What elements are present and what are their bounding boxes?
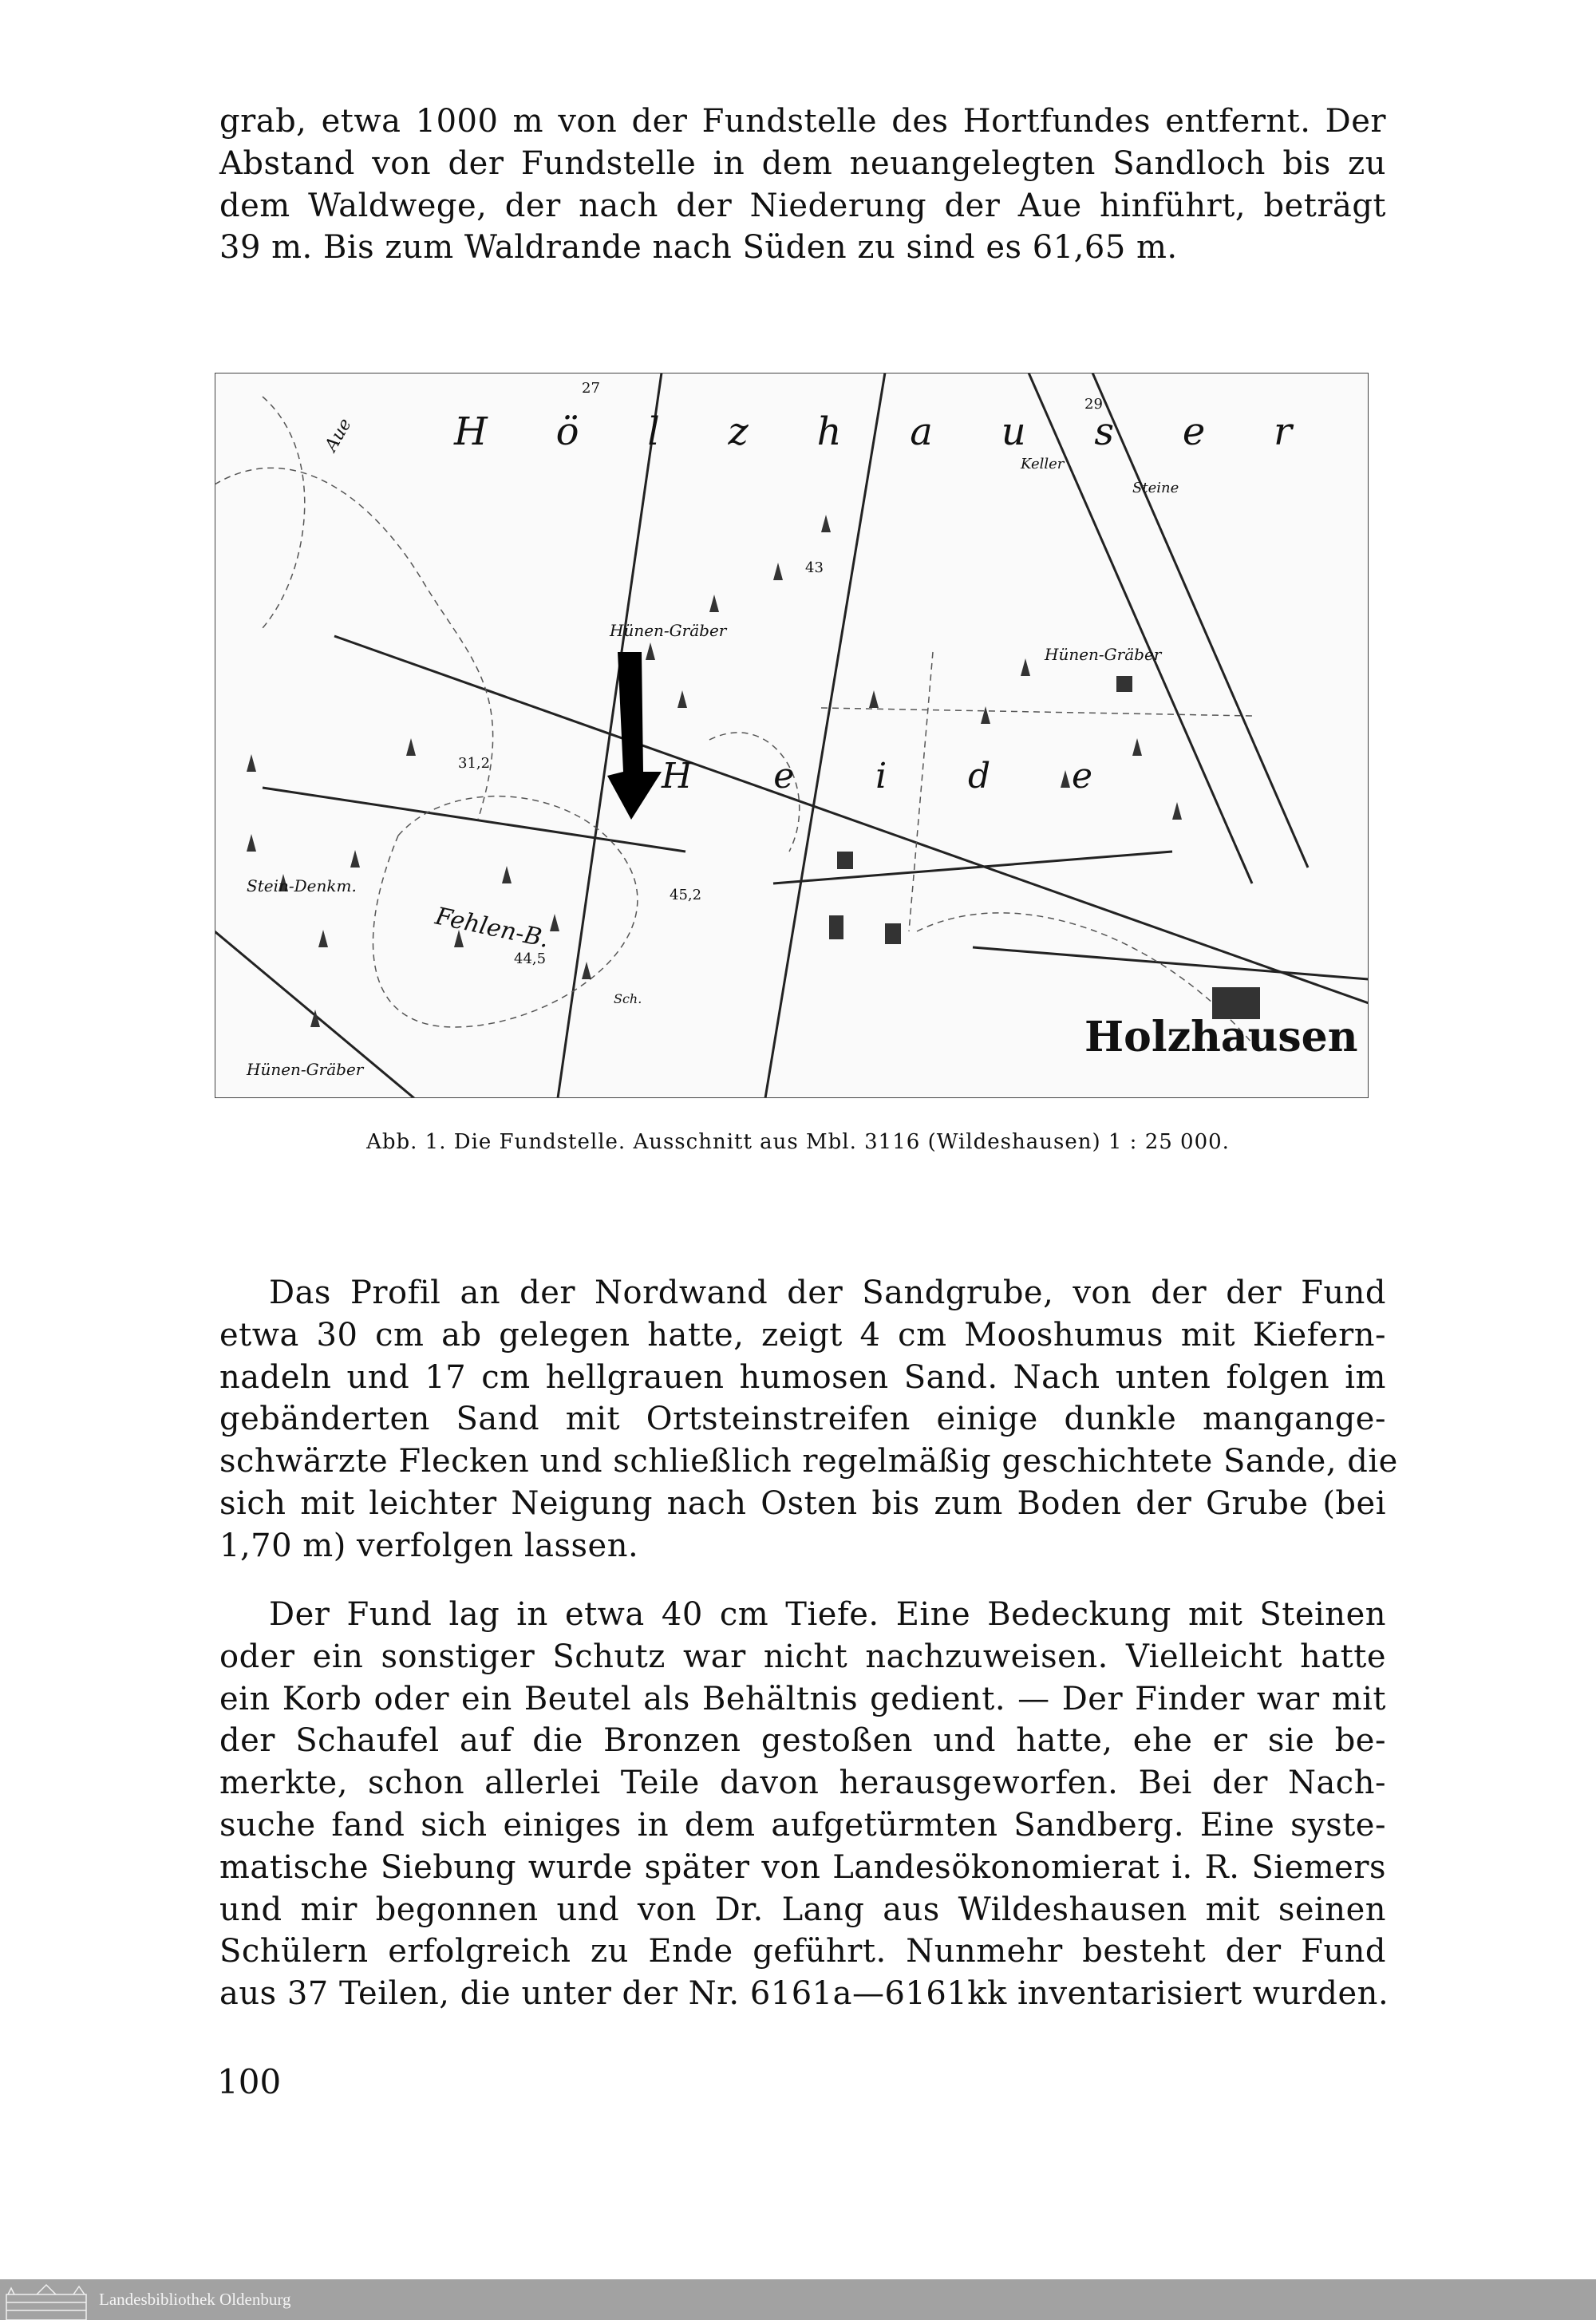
map-label-aue: Aue xyxy=(321,415,356,455)
map-label-holzhausen: Holzhausen xyxy=(1084,1013,1358,1061)
topographic-map xyxy=(215,373,1369,1098)
library-building-logo-icon xyxy=(5,2283,88,2320)
text-line: schwärzte Flecken und schließlich regelmäßig geschichtete Sande, die xyxy=(219,1443,1398,1480)
map-label-huenen-graeber: Hünen-Gräber xyxy=(1045,645,1162,664)
map-label-huenen-graeber: Hünen-Gräber xyxy=(247,1060,364,1079)
text-line: etwa 30 cm ab gelegen hatte, zeigt 4 cm Mooshumus mit Kiefern- xyxy=(219,1316,1386,1354)
text-line: oder ein sonstiger Schutz war nicht nachzuweisen. Vielleicht hatte xyxy=(219,1638,1386,1675)
text-line: Das Profil an der Nordwand der Sandgrube, von der der Fund xyxy=(269,1275,1386,1311)
text-line: sich mit leichter Neigung nach Osten bis zum Boden der Grube (bei xyxy=(219,1484,1386,1522)
text-line: merkte, schon allerlei Teile davon herausgeworfen. Bei der Nach- xyxy=(219,1765,1386,1802)
library-name: Landesbibliothek Oldenburg xyxy=(99,2290,291,2309)
map-label-sch: Sch. xyxy=(614,991,642,1006)
paragraph-find xyxy=(219,1594,1389,2015)
text-line: Schülern erfolgreich zu Ende geführt. Nunmehr besteht der Fund xyxy=(219,1933,1386,1970)
map-elevation: 27 xyxy=(582,380,600,397)
text-line: Abstand von der Fundstelle in dem neuangelegten Sandloch bis zu xyxy=(219,144,1386,182)
map-label-holzhauser: H ö l z h a u s e r xyxy=(454,409,1292,454)
text-line: matische Siebung wurde später von Landesökonomierat i. R. Siemers xyxy=(219,1848,1386,1886)
map-label-huenen-graeber: Hünen-Gräber xyxy=(610,621,727,640)
text-line: suche fand sich einiges in dem aufgetürmten Sandberg. Eine syste- xyxy=(219,1806,1386,1844)
figure-caption: Abb. 1. Die Fundstelle. Ausschnitt aus Mbl. 3116 (Wildeshausen) 1 : 25 000. xyxy=(366,1130,1230,1154)
text-line: 1,70 m) verfolgen lassen. xyxy=(219,1527,639,1564)
map-elevation: 31,2 xyxy=(458,755,491,772)
map-elevation: 29 xyxy=(1084,396,1103,413)
paragraph-intro xyxy=(219,101,1386,269)
paragraph-profile xyxy=(219,1272,1398,1567)
text-line: gebänderten Sand mit Ortsteinstreifen einige dunkle mangange- xyxy=(219,1401,1386,1438)
map-label-steine: Steine xyxy=(1132,480,1179,496)
text-line: dem Waldwege, der nach der Niederung der Aue hinführt, beträgt xyxy=(219,187,1386,224)
text-line: 39 m. Bis zum Waldrande nach Süden zu sind es 61,65 m. xyxy=(219,229,1178,267)
footer-bar xyxy=(0,2279,1596,2320)
map-elevation: 44,5 xyxy=(514,951,547,967)
text-line: Der Fund lag in etwa 40 cm Tiefe. Eine Bedeckung mit Steinen xyxy=(269,1596,1386,1633)
map-label-keller: Keller xyxy=(1021,456,1065,472)
text-line: und mir begonnen und von Dr. Lang aus Wildeshausen mit seinen xyxy=(219,1891,1386,1928)
map-elevation: 43 xyxy=(805,559,824,576)
map-elevation: 45,2 xyxy=(670,887,702,903)
map-label-stein-denkm: Stein-Denkm. xyxy=(247,876,357,895)
text-line: aus 37 Teilen, die unter der Nr. 6161a—6161kk inventarisiert wurden. xyxy=(219,1975,1389,2013)
text-line: nadeln und 17 cm hellgrauen humosen Sand. Nach unten folgen im xyxy=(219,1358,1386,1396)
map-label-heide: H e i d e xyxy=(662,756,1092,796)
text-line: der Schaufel auf die Bronzen gestoßen und hatte, ehe er sie be- xyxy=(219,1722,1386,1760)
map-label-fehlen: Fehlen-B. xyxy=(433,902,552,954)
page-number: 100 xyxy=(217,2062,282,2101)
text-line: ein Korb oder ein Beutel als Behältnis gedient. — Der Finder war mit xyxy=(219,1680,1386,1717)
text-line: grab, etwa 1000 m von der Fundstelle des Hortfundes entfernt. Der xyxy=(219,103,1386,140)
